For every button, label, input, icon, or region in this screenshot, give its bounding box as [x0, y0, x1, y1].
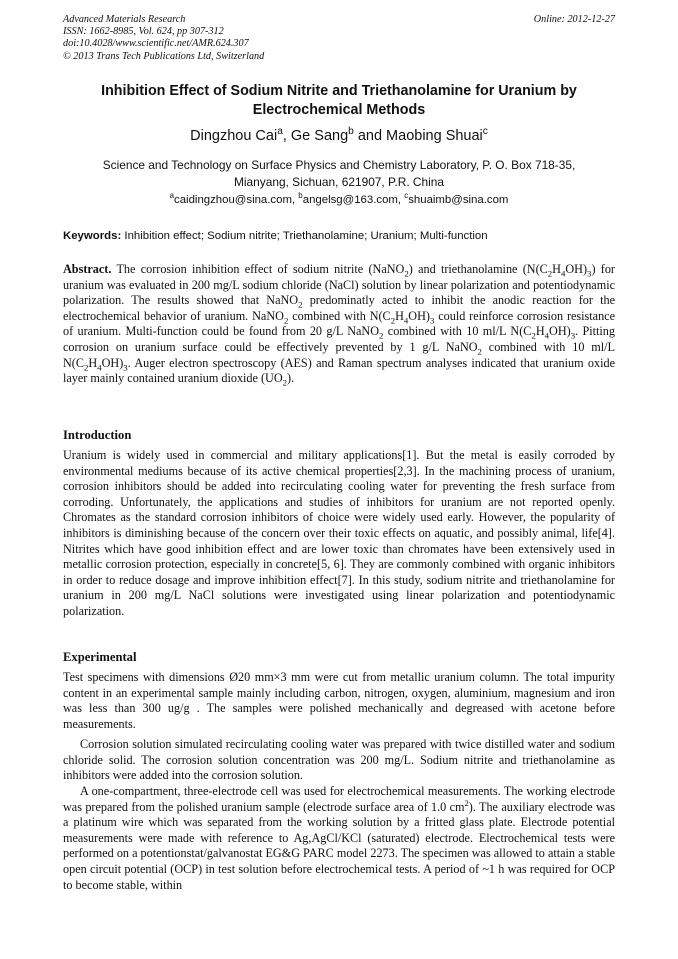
abstract-text: OH): [408, 308, 430, 323]
abstract-text: combined with 10 ml/L N(C: [63, 339, 615, 370]
subscript: 2: [379, 330, 384, 341]
email-mark: b: [298, 191, 303, 201]
abstract-text: OH): [565, 262, 588, 276]
subscript: 3: [123, 362, 128, 372]
experimental-paragraph: [63, 784, 615, 893]
author-name: Dingzhou Cai: [190, 128, 278, 144]
issn-line: ISSN: 1662-8985, Vol. 624, pp 307-312: [63, 26, 224, 38]
subscript: 2: [84, 362, 89, 372]
author-list: [0, 128, 678, 145]
author-separator: and: [353, 128, 387, 144]
subscript: 2: [298, 299, 303, 310]
email-mark: c: [404, 191, 409, 201]
abstract-label: Abstract.: [63, 262, 112, 276]
abstract-text: H: [88, 355, 98, 370]
affiliation: [60, 157, 618, 191]
keywords-text: Inhibition effect; Sodium nitrite; Triethanolamine; Uranium; Multi-function: [121, 230, 488, 242]
abstract-text: H: [535, 324, 545, 339]
abstract-text: The corrosion inhibition effect of sodium nitrite (NaNO: [111, 262, 405, 276]
abstract-text: combined with 10 ml/L N(C: [383, 324, 532, 339]
subscript: 4: [403, 315, 409, 326]
copyright-line: © 2013 Trans Tech Publications Ltd, Switzerland: [63, 50, 265, 62]
paper-title: Inhibition Effect of Sodium Nitrite and Triethanolamine for Uranium by Electrochemical Methods: [101, 83, 577, 118]
author-emails: [0, 193, 678, 207]
keywords-label: Keywords:: [63, 230, 122, 242]
experimental-paragraph: Corrosion solution simulated recirculating cooling water was prepared with twice distilled water and sodium chloride solid. The corrosion solution concentration was 200 mg/L. Sodium nitrite and triethanolamine as inhibitors were added into the corrosion solution.: [63, 737, 615, 783]
author-separator: ,: [282, 128, 291, 144]
section-heading-introduction: Introduction: [63, 428, 132, 442]
subscript: 2: [531, 330, 536, 341]
subscript: 2: [404, 268, 409, 279]
author-name: Ge Sang: [290, 128, 349, 144]
abstract: [63, 262, 615, 387]
abstract-text: H: [552, 262, 561, 276]
email-address: shuaimb@sina.com: [408, 194, 509, 206]
email-address: angelsg@163.com,: [302, 194, 405, 206]
abstract-text: OH): [549, 324, 571, 339]
doi-line: doi:10.4028/www.scientific.net/AMR.624.307: [63, 38, 249, 50]
affiliation-line: Mianyang, Sichuan, 621907, P.R. China: [234, 175, 444, 189]
abstract-text: . Pitting corrosion on uranium surface could be effectively prevented by 1 g/L NaNO: [63, 324, 615, 354]
subscript: 2: [283, 315, 289, 326]
affiliation-line: Science and Technology on Surface Physics and Chemistry Laboratory, P. O. Box 718-35,: [102, 158, 576, 172]
subscript: 3: [570, 330, 576, 341]
email-mark: a: [169, 191, 175, 201]
subscript: 2: [547, 268, 553, 279]
author-mark: b: [348, 126, 354, 138]
author-mark: c: [482, 126, 488, 138]
journal-name: Advanced Materials Research: [63, 14, 186, 25]
experimental-text: ). The auxiliary electrode was a platinum wire which was separated from the working solution by a fritted glass plate. Electrode potential measurements were made with reference to Ag,AgCl/KCl (saturated) electrode. Electrochemical tests were performed on a potentionstat/galvanostat EG&G PARC model 2273. The specimen was allowed to attain a stable open circuit potential (OCP) in test solution before electrochemical tests. A period of ~1 h was required for OCP to become stable, within: [63, 799, 615, 892]
email-address: caidingzhou@sina.com,: [174, 194, 299, 206]
subscript: 3: [587, 268, 592, 279]
subscript: 3: [429, 315, 435, 326]
online-date: Online: 2012-12-27: [533, 14, 615, 25]
experimental-paragraph: Test specimens with dimensions Ø20 mm×3 mm were cut from metallic uranium column. The total impurity content in an experimental sample mainly including carbon, nitrogen, oxygen, aluminium, magnesium and iron was less than 300 ug/g . The samples were polished mechanically and degreased with acetone before measurements.: [63, 670, 615, 731]
superscript: 2: [464, 797, 469, 808]
journal-header: [63, 14, 264, 63]
section-heading-experimental: Experimental: [63, 650, 137, 664]
subscript: 2: [282, 377, 288, 388]
abstract-text: OH): [101, 355, 124, 370]
keywords: [63, 229, 615, 243]
abstract-text: ) and triethanolamine (N(C: [408, 262, 548, 276]
subscript: 2: [390, 315, 396, 326]
author-mark: a: [277, 126, 283, 138]
abstract-text: ).: [287, 371, 295, 386]
abstract-text: predominatly acted to inhibit the anodic reaction for the electrochemical behavior of uranium. NaNO: [63, 293, 615, 323]
abstract-text: . Auger electron spectroscopy (AES) and Raman spectrum analyses indicated that uranium oxide layer mainly contained uranium dioxide (UO: [63, 355, 615, 386]
introduction-paragraph: Uranium is widely used in commercial and military applications[1]. But the metal is easily corroded by environmental mediums because of its active chemical properties[2,3]. In the machining process of uranium, corrosion inhibitors should be added into recirculating cooling water for preventing the fresh surface from corroding. Unfortunately, the applications and studies of inhibitors for uranium are not reported openly. Chromates as the standard corrosion inhibitors of choice were widely used early. However, the popularity of inhibitors is diminishing because of the concern over their toxic effects on aquatic, and possibly animal, life[4]. Nitrites which have good inhibition effect and are lower toxic than chromates have been extensively used in metallic corrosion protection, especially in concrete[5, 6]. They are commonly combined with organic inhibitors in order to reduce dosage and improve inhibition effect[7]. In this study, sodium nitrite and triethanolamine for uranium in 200 mg/L NaCl solutions were investigated using linear polarization and potentiodynamic polarization.: [63, 448, 615, 618]
abstract-text: ) for uranium was evaluated in 200 mg/L sodium chloride (NaCl) solution by linear polarization and potentiodynamic polarization. The results showed that NaNO: [63, 262, 615, 308]
subscript: 4: [544, 330, 550, 341]
subscript: 2: [477, 346, 482, 357]
experimental-text: A one-compartment, three-electrode cell was used for electrochemical measurements. The working electrode was prepared from the polished uranium sample (electrode surface area of 1.0 cm: [63, 784, 615, 814]
abstract-text: H: [395, 308, 404, 323]
author-name: Maobing Shuai: [386, 128, 483, 144]
abstract-text: combined with N(C: [288, 308, 391, 323]
subscript: 4: [560, 268, 566, 279]
subscript: 4: [97, 362, 102, 372]
abstract-text: could reinforce corrosion resistance of uranium. Multi-function could be found from 20 g/L NaNO: [63, 308, 615, 339]
